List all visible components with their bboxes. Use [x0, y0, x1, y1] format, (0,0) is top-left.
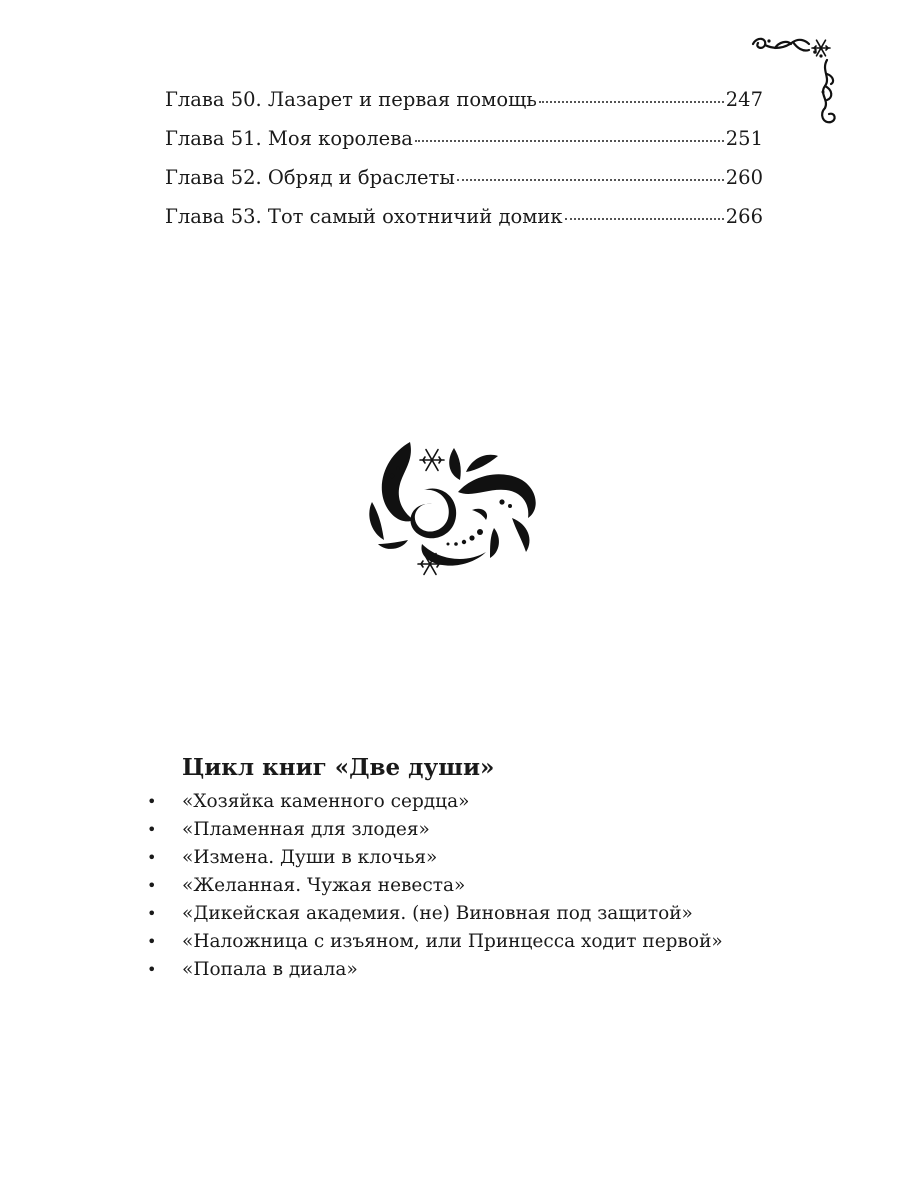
book-title: «Наложница с изъяном, или Принцесса ходит первой»	[182, 931, 723, 952]
toc-entry	[165, 80, 763, 119]
book-title: «Измена. Души в клочья»	[182, 847, 438, 868]
bullet-icon: •	[147, 820, 157, 839]
book-title: «Хозяйка каменного сердца»	[182, 791, 470, 812]
table-of-contents	[165, 80, 763, 236]
floral-swirl-icon	[362, 432, 547, 582]
bullet-icon: •	[147, 792, 157, 811]
toc-entry	[165, 197, 763, 236]
book-title: «Желанная. Чужая невеста»	[182, 875, 466, 896]
toc-entry	[165, 119, 763, 158]
bullet-icon: •	[147, 960, 157, 979]
toc-entry-title: Глава 52. Обряд и браслеты	[165, 166, 455, 189]
book-title: «Пламенная для злодея»	[182, 819, 430, 840]
toc-dot-leader	[565, 218, 724, 220]
bullet-icon: •	[147, 848, 157, 867]
toc-entry	[165, 158, 763, 197]
bullet-icon: •	[147, 904, 157, 923]
toc-entry-page: 247	[725, 88, 763, 111]
toc-entry-page: 251	[725, 127, 763, 150]
book-title: «Дикейская академия. (не) Виновная под защитой»	[182, 903, 693, 924]
toc-entry-title: Глава 53. Тот самый охотничий домик	[165, 205, 563, 228]
book-title: «Попала в диала»	[182, 959, 358, 980]
toc-entry-title: Глава 50. Лазарет и первая помощь	[165, 88, 537, 111]
bullet-icon: •	[147, 932, 157, 951]
bullet-icon: •	[147, 876, 157, 895]
series-heading: Цикл книг «Две души»	[182, 754, 495, 781]
toc-entry-page: 260	[725, 166, 763, 189]
toc-dot-leader	[415, 140, 724, 142]
toc-dot-leader	[457, 179, 724, 181]
toc-entry-page: 266	[725, 205, 763, 228]
toc-dot-leader	[539, 101, 724, 103]
snowflake-icon	[420, 450, 444, 471]
toc-entry-title: Глава 51. Моя королева	[165, 127, 413, 150]
